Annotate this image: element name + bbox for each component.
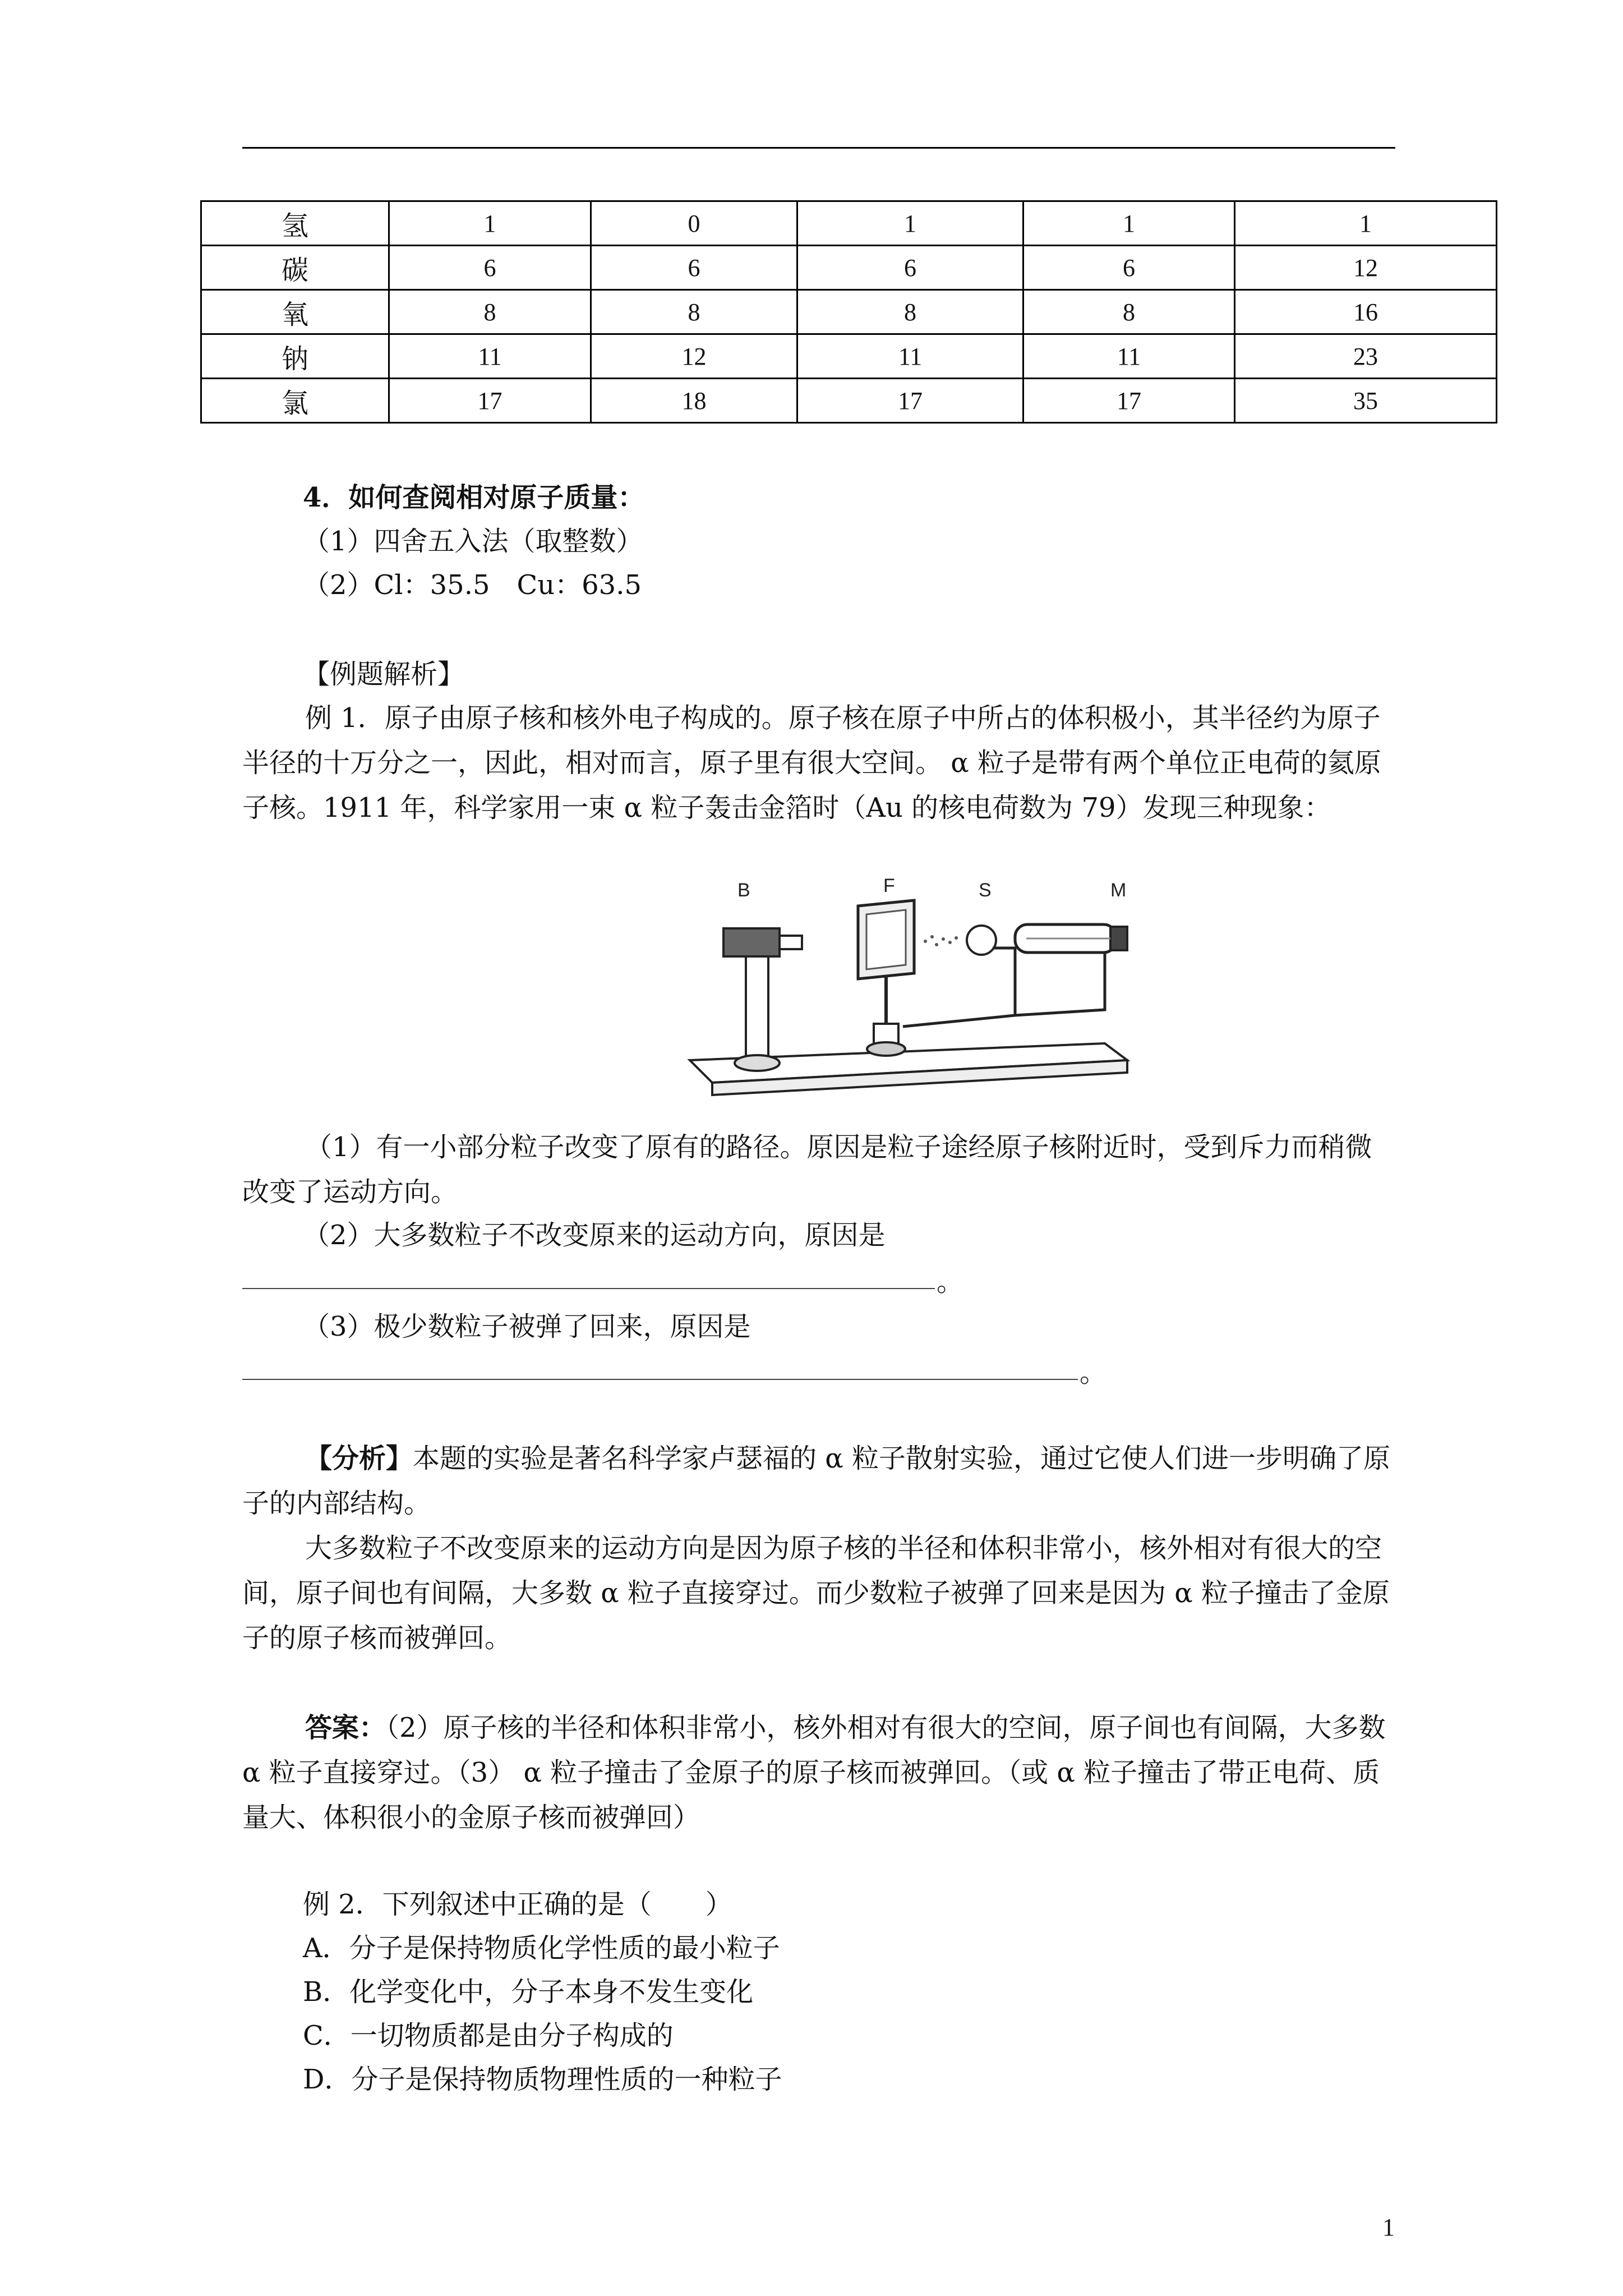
option-d: D．分子是保持物质物理性质的一种粒子 (303, 2064, 782, 2095)
gold-foil-s (967, 926, 996, 955)
table-cell: 碳 (201, 246, 389, 290)
answer-blank-3 (242, 1379, 1078, 1380)
table-cell: 氯 (201, 379, 389, 423)
list-item: （2）Cl：35.5 Cu：63.5 (303, 569, 642, 601)
answer-text: （2）原子核的半径和体积非常小，核外相对有很大的空间，原子间也有间隔，大多数 α 粒子直接穿过。（3） α 粒子撞击了金原子的原子核而被弹回。（或 α 粒子撞击了带正电荷、质量大、体积很小的金原子核而被弹回） (242, 1712, 1386, 1833)
table-cell: 1 (389, 201, 591, 246)
table-cell: 12 (1235, 246, 1497, 290)
table-cell: 18 (591, 379, 797, 423)
analysis-paragraph-2: 大多数粒子不改变原来的运动方向是因为原子核的半径和体积非常小，核外相对有很大的空间，原子间也有间隔，大多数 α 粒子直接穿过。而少数粒子被弹了回来是因为 α 粒子撞击了金原子的原子核而被弹回。 (242, 1533, 1390, 1654)
table-cell: 8 (1023, 290, 1235, 334)
scattering-apparatus-figure (679, 875, 1161, 1111)
answer-label: 答案： (305, 1712, 386, 1743)
microscope-column (746, 948, 768, 1060)
atom-data-table (200, 200, 1497, 424)
option-b: B．化学变化中，分子本身不发生变化 (303, 1976, 754, 2008)
answer-blank-2 (242, 1288, 935, 1289)
example-1-text: 例 1．原子由原子核和核外电子构成的。原子核在原子中所占的体积极小，其半径约为原子半径的十万分之一，因此，相对而言，原子里有很大空间。 α 粒子是带有两个单位正电荷的氦原子核。1911 年，科学家用一束 α 粒子轰击金箔时（Au 的核电荷数为 79）发现三种现象： (242, 702, 1381, 823)
table-cell: 氢 (201, 201, 389, 246)
question-3-end: 。 (1080, 1357, 1107, 1388)
table-cell: 8 (591, 290, 797, 334)
table-cell: 6 (389, 246, 591, 290)
table-cell: 钠 (201, 334, 389, 379)
list-item: （1）四舍五入法（取整数） (303, 526, 643, 557)
table-cell: 8 (797, 290, 1023, 334)
table-cell: 8 (389, 290, 591, 334)
figure-label: F (883, 875, 895, 896)
analysis-label: 【分析】 (305, 1443, 413, 1474)
header-rule (242, 147, 1395, 149)
table-cell: 11 (797, 334, 1023, 379)
question-1: （1）有一小部分粒子改变了原有的路径。原因是粒子途经原子核附近时，受到斥力而稍微改变了运动方向。 (242, 1131, 1372, 1208)
example-2-question: 例 2．下列叙述中正确的是（ ） (303, 1889, 732, 1920)
table-cell: 6 (591, 246, 797, 290)
analysis-paragraph (242, 1436, 1398, 1526)
option-c: C．一切物质都是由分子构成的 (303, 2020, 674, 2051)
table-cell: 1 (797, 201, 1023, 246)
table-cell: 6 (1023, 246, 1235, 290)
table-cell: 16 (1235, 290, 1497, 334)
table-row (201, 379, 1497, 423)
table-cell: 35 (1235, 379, 1497, 423)
option-a: A．分子是保持物质化学性质的最小粒子 (303, 1932, 780, 1964)
figure-label: S (979, 880, 992, 901)
analysis-text: 本题的实验是著名科学家卢瑟福的 α 粒子散射实验，通过它使人们进一步明确了原子的内部结构。 (242, 1443, 1390, 1519)
question-2-end: 。 (937, 1266, 964, 1297)
example-tag: 【例题解析】 (303, 659, 465, 690)
table-row (201, 201, 1497, 246)
table-cell: 0 (591, 201, 797, 246)
figure-label: M (1110, 880, 1127, 901)
microscope-b (723, 928, 780, 956)
table-cell: 23 (1235, 334, 1497, 379)
answer-paragraph (242, 1705, 1398, 1840)
figure-label: B (737, 880, 750, 901)
section-heading: 4．如何查阅相对原子质量： (303, 482, 645, 513)
table-row (201, 334, 1497, 379)
question-3: （3）极少数粒子被弹了回来，原因是 (303, 1311, 751, 1342)
table-cell: 1 (1023, 201, 1235, 246)
table-cell: 17 (1023, 379, 1235, 423)
page-number: 1 (1382, 2214, 1395, 2241)
table-cell: 1 (1235, 201, 1497, 246)
table-cell: 17 (389, 379, 591, 423)
particle-beam (924, 935, 958, 946)
table-row (201, 246, 1497, 290)
table-cell: 12 (591, 334, 797, 379)
table-cell: 6 (797, 246, 1023, 290)
table-cell: 11 (389, 334, 591, 379)
table-cell: 氧 (201, 290, 389, 334)
question-2: （2）大多数粒子不改变原来的运动方向，原因是 (303, 1220, 886, 1251)
table-cell: 11 (1023, 334, 1235, 379)
table-cell: 17 (797, 379, 1023, 423)
table-row (201, 290, 1497, 334)
